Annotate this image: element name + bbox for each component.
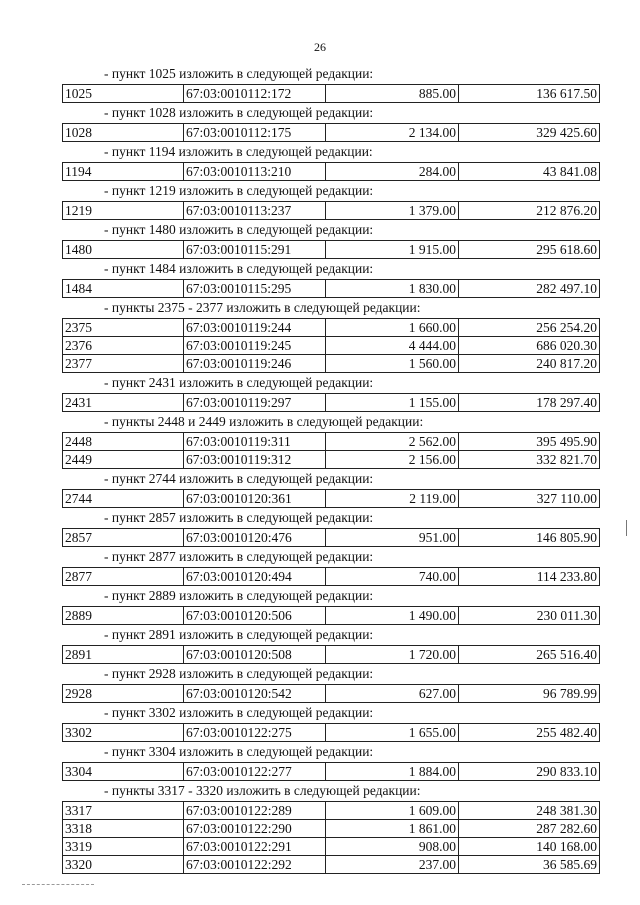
amendment-heading: - пункт 2889 изложить в следующей редакции:: [104, 588, 374, 603]
cadastral-number-cell: 67:03:0010119:244: [183, 319, 325, 336]
table-row: [62, 762, 600, 781]
value-cell: 248 381.30: [458, 802, 600, 819]
cadastral-number-cell: 67:03:0010120:494: [183, 568, 325, 585]
area-cell: 2 134.00: [325, 124, 458, 141]
item-number-cell: 2377: [62, 355, 183, 372]
item-number-cell: 3319: [62, 838, 183, 855]
cadastral-number-cell: 67:03:0010120:361: [183, 490, 325, 507]
cadastral-number-cell: 67:03:0010120:476: [183, 529, 325, 546]
item-number-cell: 2375: [62, 319, 183, 336]
item-number-cell: 1028: [62, 124, 183, 141]
item-number-cell: 3304: [62, 763, 183, 780]
area-cell: 4 444.00: [325, 337, 458, 354]
area-cell: 1 655.00: [325, 724, 458, 741]
area-cell: 740.00: [325, 568, 458, 585]
area-cell: 2 156.00: [325, 451, 458, 468]
cadastral-number-cell: 67:03:0010119:312: [183, 451, 325, 468]
area-cell: 1 379.00: [325, 202, 458, 219]
value-cell: 332 821.70: [458, 451, 600, 468]
amendment-heading: - пункт 2891 изложить в следующей редакции:: [104, 627, 374, 642]
table-row: [62, 856, 600, 874]
value-cell: 146 805.90: [458, 529, 600, 546]
area-cell: 237.00: [325, 856, 458, 873]
table-row: [62, 528, 600, 547]
cadastral-number-cell: 67:03:0010115:295: [183, 280, 325, 297]
value-cell: 36 585.69: [458, 856, 600, 873]
table-row: [62, 393, 600, 412]
item-number-cell: 2891: [62, 646, 183, 663]
table-row: [62, 820, 600, 838]
value-cell: 240 817.20: [458, 355, 600, 372]
value-cell: 212 876.20: [458, 202, 600, 219]
cadastral-number-cell: 67:03:0010119:311: [183, 433, 325, 450]
table-row: [62, 489, 600, 508]
value-cell: 140 168.00: [458, 838, 600, 855]
cadastral-number-cell: 67:03:0010113:210: [183, 163, 325, 180]
area-cell: 1 609.00: [325, 802, 458, 819]
amendment-heading: - пункт 1219 изложить в следующей редакции:: [104, 183, 374, 198]
area-cell: 1 830.00: [325, 280, 458, 297]
table-row: [62, 567, 600, 586]
amendment-heading: - пункты 3317 - 3320 изложить в следующей редакции:: [104, 783, 421, 798]
area-cell: 2 119.00: [325, 490, 458, 507]
value-cell: 290 833.10: [458, 763, 600, 780]
item-number-cell: 3302: [62, 724, 183, 741]
amendment-heading: - пункт 3304 изложить в следующей редакции:: [104, 744, 374, 759]
area-cell: 627.00: [325, 685, 458, 702]
item-number-cell: 1484: [62, 280, 183, 297]
table-row: [62, 838, 600, 856]
amendment-heading: - пункт 2877 изложить в следующей редакции:: [104, 549, 374, 564]
amendment-heading: - пункт 1194 изложить в следующей редакции:: [104, 144, 373, 159]
table-row: [62, 240, 600, 259]
item-number-cell: 2877: [62, 568, 183, 585]
scan-edge-mark: [626, 520, 627, 536]
area-cell: 2 562.00: [325, 433, 458, 450]
cadastral-number-cell: 67:03:0010122:275: [183, 724, 325, 741]
value-cell: 96 789.99: [458, 685, 600, 702]
cadastral-number-cell: 67:03:0010115:291: [183, 241, 325, 258]
table-row: [62, 723, 600, 742]
cadastral-number-cell: 67:03:0010119:297: [183, 394, 325, 411]
cadastral-number-cell: 67:03:0010119:246: [183, 355, 325, 372]
area-cell: 1 884.00: [325, 763, 458, 780]
item-number-cell: 2448: [62, 433, 183, 450]
cadastral-number-cell: 67:03:0010122:289: [183, 802, 325, 819]
amendment-heading: - пункт 2928 изложить в следующей редакции:: [104, 666, 374, 681]
table-row: [62, 645, 600, 664]
area-cell: 284.00: [325, 163, 458, 180]
amendment-heading: - пункт 3302 изложить в следующей редакции:: [104, 705, 374, 720]
item-number-cell: 3317: [62, 802, 183, 819]
cadastral-number-cell: 67:03:0010112:175: [183, 124, 325, 141]
table-row: [62, 451, 600, 469]
cadastral-number-cell: 67:03:0010120:506: [183, 607, 325, 624]
value-cell: 114 233.80: [458, 568, 600, 585]
area-cell: 1 490.00: [325, 607, 458, 624]
table-row: [62, 801, 600, 820]
item-number-cell: 1480: [62, 241, 183, 258]
footer-mark: [22, 884, 94, 886]
item-number-cell: 2889: [62, 607, 183, 624]
value-cell: 178 297.40: [458, 394, 600, 411]
table-row: [62, 337, 600, 355]
item-number-cell: 1025: [62, 85, 183, 102]
area-cell: 1 660.00: [325, 319, 458, 336]
amendment-heading: - пункт 2857 изложить в следующей редакции:: [104, 510, 374, 525]
table-row: [62, 162, 600, 181]
area-cell: 1 915.00: [325, 241, 458, 258]
value-cell: 327 110.00: [458, 490, 600, 507]
value-cell: 43 841.08: [458, 163, 600, 180]
table-row: [62, 355, 600, 373]
cadastral-number-cell: 67:03:0010112:172: [183, 85, 325, 102]
item-number-cell: 1194: [62, 163, 183, 180]
item-number-cell: 3318: [62, 820, 183, 837]
cadastral-number-cell: 67:03:0010122:277: [183, 763, 325, 780]
amendment-heading: - пункты 2448 и 2449 изложить в следующей редакции:: [104, 414, 424, 429]
item-number-cell: 2449: [62, 451, 183, 468]
item-number-cell: 2928: [62, 685, 183, 702]
value-cell: 287 282.60: [458, 820, 600, 837]
area-cell: 885.00: [325, 85, 458, 102]
table-row: [62, 606, 600, 625]
value-cell: 230 011.30: [458, 607, 600, 624]
cadastral-number-cell: 67:03:0010122:290: [183, 820, 325, 837]
item-number-cell: 2431: [62, 394, 183, 411]
table-row: [62, 684, 600, 703]
area-cell: 1 861.00: [325, 820, 458, 837]
amendment-heading: - пункт 1028 изложить в следующей редакции:: [104, 105, 374, 120]
table-row: [62, 318, 600, 337]
item-number-cell: 1219: [62, 202, 183, 219]
table-row: [62, 432, 600, 451]
value-cell: 395 495.90: [458, 433, 600, 450]
table-row: [62, 123, 600, 142]
cadastral-number-cell: 67:03:0010113:237: [183, 202, 325, 219]
value-cell: 282 497.10: [458, 280, 600, 297]
cadastral-number-cell: 67:03:0010120:508: [183, 646, 325, 663]
item-number-cell: 2857: [62, 529, 183, 546]
value-cell: 256 254.20: [458, 319, 600, 336]
table-row: [62, 201, 600, 220]
item-number-cell: 3320: [62, 856, 183, 873]
value-cell: 255 482.40: [458, 724, 600, 741]
amendment-heading: - пункт 2431 изложить в следующей редакции:: [104, 375, 374, 390]
area-cell: 908.00: [325, 838, 458, 855]
cadastral-number-cell: 67:03:0010122:292: [183, 856, 325, 873]
item-number-cell: 2376: [62, 337, 183, 354]
amendment-heading: - пункт 1484 изложить в следующей редакции:: [104, 261, 374, 276]
cadastral-number-cell: 67:03:0010119:245: [183, 337, 325, 354]
amendment-heading: - пункт 1025 изложить в следующей редакции:: [104, 66, 374, 81]
value-cell: 686 020.30: [458, 337, 600, 354]
item-number-cell: 2744: [62, 490, 183, 507]
table-row: [62, 279, 600, 298]
area-cell: 1 155.00: [325, 394, 458, 411]
value-cell: 295 618.60: [458, 241, 600, 258]
area-cell: 951.00: [325, 529, 458, 546]
area-cell: 1 720.00: [325, 646, 458, 663]
table-row: [62, 84, 600, 103]
value-cell: 265 516.40: [458, 646, 600, 663]
amendment-heading: - пункт 2744 изложить в следующей редакции:: [104, 471, 374, 486]
value-cell: 136 617.50: [458, 85, 600, 102]
cadastral-number-cell: 67:03:0010120:542: [183, 685, 325, 702]
amendment-heading: - пункт 1480 изложить в следующей редакции:: [104, 222, 374, 237]
cadastral-number-cell: 67:03:0010122:291: [183, 838, 325, 855]
amendments-list: [62, 64, 600, 874]
value-cell: 329 425.60: [458, 124, 600, 141]
page-number: 26: [314, 40, 326, 54]
area-cell: 1 560.00: [325, 355, 458, 372]
amendment-heading: - пункты 2375 - 2377 изложить в следующей редакции:: [104, 300, 421, 315]
